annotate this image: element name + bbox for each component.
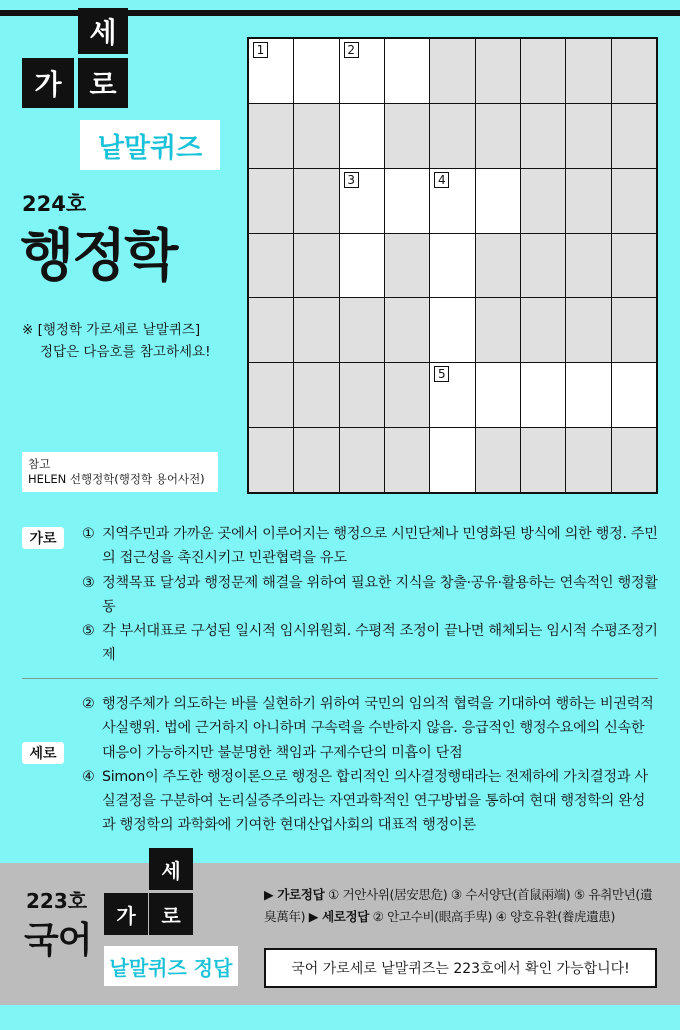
title-block-ga: 가	[22, 58, 74, 108]
grid-cell-blocked	[294, 298, 338, 362]
clue-text: 각 부서대표로 구성된 일시적 임시위원회. 수평적 조정이 끝나면 해체되는 임시적 수평조정기제	[102, 623, 658, 664]
clue-marker: ①	[82, 526, 95, 542]
grid-cell-open[interactable]	[340, 104, 384, 168]
previous-answer-label: 낱말퀴즈 정답	[104, 946, 238, 986]
grid-cell-blocked	[430, 39, 474, 103]
across-clue	[82, 571, 658, 620]
grid-cell-blocked	[476, 39, 520, 103]
clue-text: 지역주민과 가까운 곳에서 이루어지는 행정으로 시민단체나 민영화된 방식에 의한 행정. 주민의 접근성을 촉진시키고 민관협력을 유도	[102, 526, 658, 567]
reference-box	[22, 452, 218, 492]
grid-cell-open[interactable]	[340, 234, 384, 298]
grid-cell-blocked	[476, 234, 520, 298]
grid-cell-open[interactable]	[612, 363, 656, 427]
previous-answers	[264, 884, 664, 928]
clue-text: 정책목표 달성과 행정문제 해결을 위하여 필요한 지식을 창출·공유·활용하는 연속적인 행정활동	[102, 574, 658, 615]
section-divider	[22, 678, 658, 679]
issue-number: 224호	[22, 192, 87, 216]
grid-cell-open[interactable]	[385, 39, 429, 103]
grid-cell-blocked	[521, 104, 565, 168]
grid-cell-blocked	[249, 428, 293, 492]
grid-cell-blocked	[612, 39, 656, 103]
previous-issue-number: 223호	[26, 889, 88, 913]
grid-cell-open[interactable]	[476, 363, 520, 427]
grid-cell-blocked	[566, 104, 610, 168]
grid-cell-blocked	[294, 428, 338, 492]
clue-text: Simon이 주도한 행정이론으로 행정은 합리적인 의사결정행태라는 전제하에 가치결정과 사실결정을 구분하여 논리실증주의라는 자연과학적인 연구방법을 통하여 현대 행정학의 완성과 행정학의 과학화에 기여한 현대산업사회의 대표적 행정이론	[102, 768, 648, 834]
grid-cell-blocked	[521, 234, 565, 298]
grid-cell-blocked	[340, 298, 384, 362]
grid-cell-blocked	[340, 428, 384, 492]
clue-number: 3	[344, 172, 359, 188]
grid-cell-blocked	[612, 169, 656, 233]
clue-marker: ②	[82, 696, 95, 712]
grid-cell-blocked	[385, 428, 429, 492]
grid-cell-blocked	[612, 298, 656, 362]
reference-source: HELEN 선행정학(행정학 용어사전)	[28, 472, 205, 486]
previous-subject: 국어	[24, 920, 92, 961]
grid-cell-open[interactable]	[249, 39, 293, 103]
clue-number: 1	[253, 42, 268, 58]
down-answers: ② 안고수비(眼高手卑) ④ 양호유환(養虎遺患)	[372, 909, 615, 924]
title-block-se: 세	[78, 8, 128, 54]
grid-cell-blocked	[385, 104, 429, 168]
grid-cell-blocked	[294, 104, 338, 168]
clue-number: 2	[344, 42, 359, 58]
grid-cell-blocked	[612, 104, 656, 168]
grid-cell-blocked	[521, 428, 565, 492]
grid-cell-blocked	[249, 104, 293, 168]
grid-cell-blocked	[249, 169, 293, 233]
grid-cell-blocked	[385, 234, 429, 298]
grid-cell-blocked	[566, 169, 610, 233]
grid-cell-blocked	[566, 298, 610, 362]
previous-block-ga: 가	[104, 893, 148, 935]
across-answer-heading: ▶ 가로정답	[264, 887, 325, 902]
grid-cell-open[interactable]	[294, 39, 338, 103]
down-answer-heading: ▶ 세로정답	[308, 909, 370, 924]
grid-cell-blocked	[521, 298, 565, 362]
previous-block-se: 세	[149, 848, 193, 890]
grid-cell-open[interactable]	[385, 169, 429, 233]
clue-number: 5	[434, 366, 449, 382]
grid-cell-blocked	[476, 298, 520, 362]
across-answers: ① 거안사위(居安思危) ③ 수서양단(首鼠兩端) ⑤ 유취만년(遺臭萬年)	[264, 887, 653, 924]
grid-cell-open[interactable]	[521, 363, 565, 427]
grid-cell-blocked	[521, 39, 565, 103]
clue-text: 행정주체가 의도하는 바를 실현하기 위하여 국민의 임의적 협력을 기대하여 행하는 비권력적 사실행위. 법에 근거하지 아니하며 구속력을 수반하지 않음. 응급적인 행정수요에의 신속한 대응이 가능하지만 불분명한 책임과 구제수단의 미흡이 단점	[102, 696, 654, 761]
grid-cell-blocked	[566, 39, 610, 103]
clue-number: 4	[434, 172, 449, 188]
down-label: 세로	[22, 742, 64, 764]
across-clue-list	[82, 522, 658, 668]
grid-cell-blocked	[476, 428, 520, 492]
grid-cell-blocked	[430, 104, 474, 168]
grid-cell-open[interactable]	[430, 169, 474, 233]
grid-cell-open[interactable]	[566, 363, 610, 427]
grid-cell-blocked	[476, 104, 520, 168]
grid-cell-blocked	[612, 234, 656, 298]
grid-cell-blocked	[294, 234, 338, 298]
grid-cell-blocked	[612, 428, 656, 492]
grid-cell-open[interactable]	[430, 363, 474, 427]
across-label: 가로	[22, 527, 64, 549]
grid-cell-blocked	[340, 363, 384, 427]
grid-cell-blocked	[566, 428, 610, 492]
grid-cell-open[interactable]	[340, 39, 384, 103]
across-clue	[82, 619, 658, 668]
clue-marker: ④	[82, 768, 95, 785]
down-clue	[82, 765, 658, 838]
down-clue	[82, 692, 658, 765]
clue-marker: ⑤	[82, 623, 95, 640]
grid-cell-open[interactable]	[430, 234, 474, 298]
grid-cell-blocked	[385, 363, 429, 427]
grid-cell-blocked	[249, 363, 293, 427]
reference-heading: 참고	[28, 457, 51, 471]
across-clue	[82, 522, 658, 571]
grid-cell-blocked	[385, 298, 429, 362]
grid-cell-open[interactable]	[430, 428, 474, 492]
grid-cell-open[interactable]	[430, 298, 474, 362]
crossword-grid	[247, 37, 658, 494]
grid-cell-blocked	[249, 234, 293, 298]
subject-title: 행정학	[20, 224, 177, 289]
grid-cell-open[interactable]	[340, 169, 384, 233]
grid-cell-open[interactable]	[476, 169, 520, 233]
note-line-1: ※ [행정학 가로세로 낱말퀴즈]	[22, 322, 201, 338]
previous-notice: 국어 가로세로 낱말퀴즈는 223호에서 확인 가능합니다!	[264, 948, 657, 988]
title-block-ro: 로	[78, 58, 128, 108]
grid-cell-blocked	[521, 169, 565, 233]
clue-marker: ③	[82, 574, 95, 591]
down-clue-list	[82, 692, 658, 838]
grid-cell-blocked	[294, 363, 338, 427]
grid-cell-blocked	[249, 298, 293, 362]
quiz-label: 낱말퀴즈	[80, 120, 220, 170]
note-line-2: 정답은 다음호를 참고하세요!	[40, 344, 211, 360]
grid-cell-blocked	[566, 234, 610, 298]
grid-cell-blocked	[294, 169, 338, 233]
previous-block-ro: 로	[149, 893, 193, 935]
